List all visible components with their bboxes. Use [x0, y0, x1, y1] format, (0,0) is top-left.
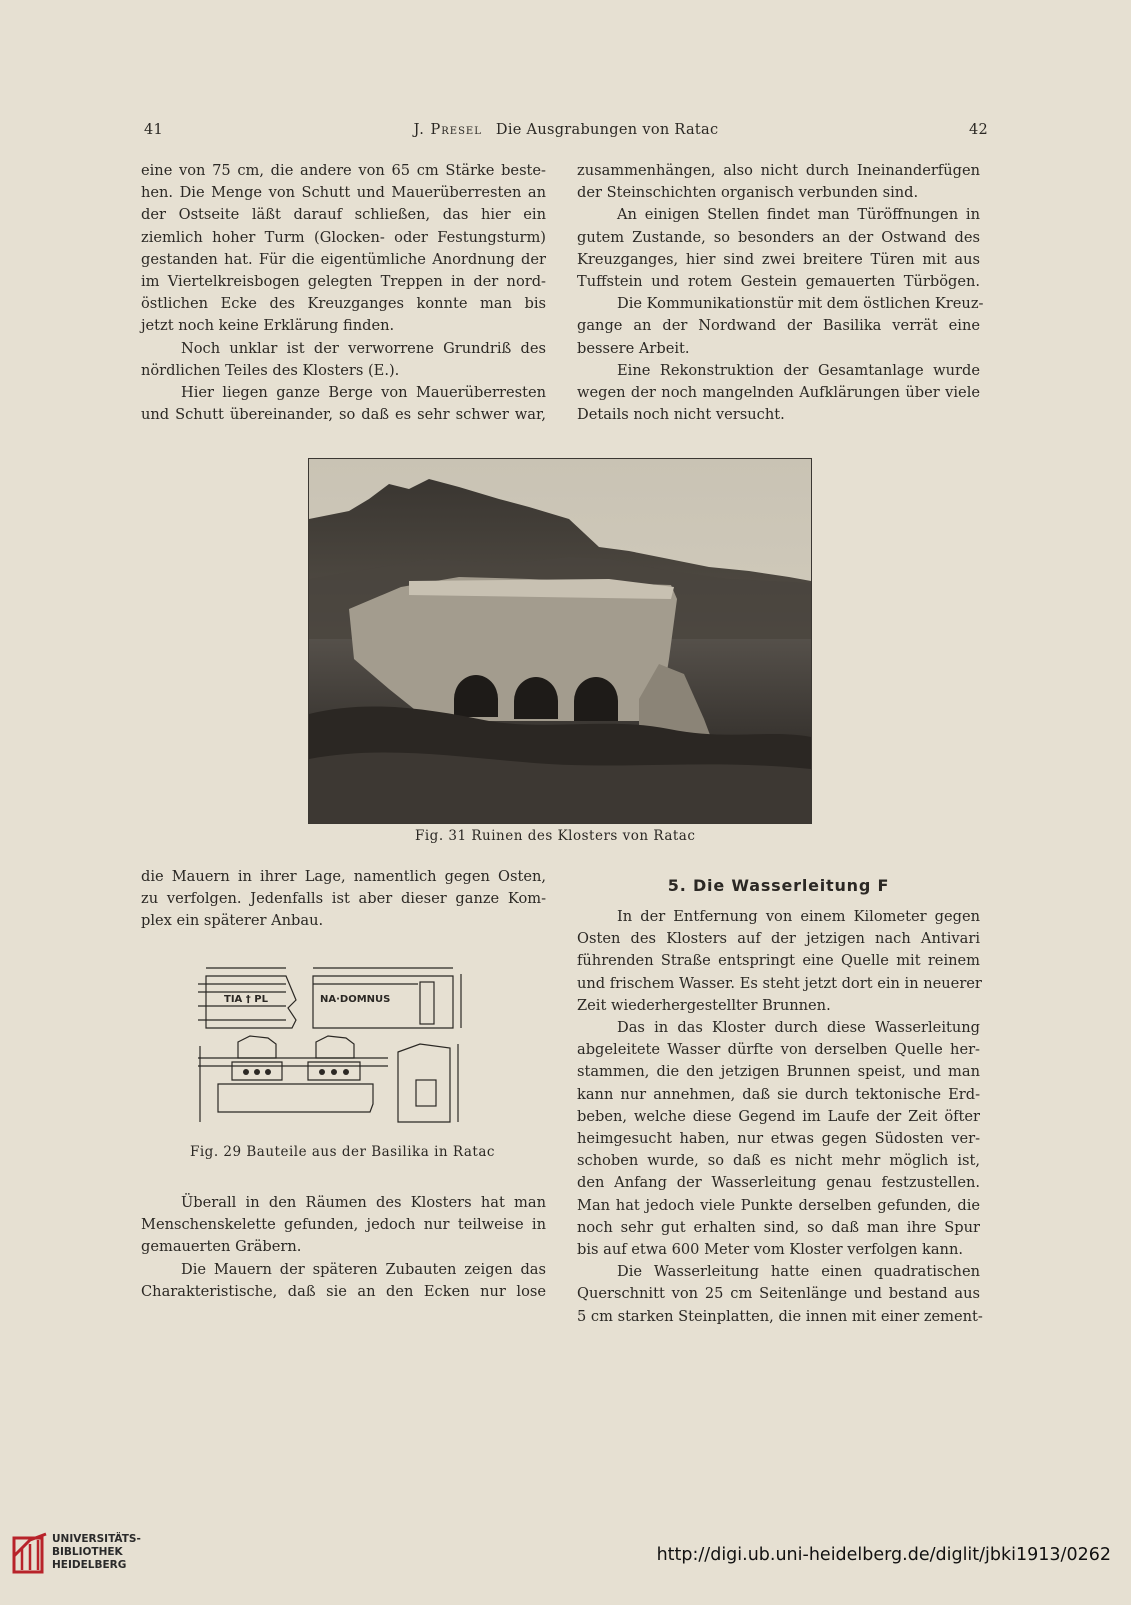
ruins-photograph	[308, 458, 812, 824]
page-number-left: 41	[144, 122, 164, 138]
text-line: Osten des Klosters auf der jetzigen nach Antivari	[577, 930, 980, 948]
text-line: Tuffstein und rotem Gestein gemauerten Türbögen.	[577, 273, 980, 291]
left-column-top-text	[141, 160, 546, 426]
left-column-bottom-text	[141, 1192, 546, 1303]
library-name	[52, 1533, 141, 1572]
library-logo[interactable]	[10, 1526, 210, 1600]
text-line: Menschenskelette gefunden, jedoch nur teilweise in	[141, 1216, 546, 1234]
text-line: Die Kommunikationstür mit dem östlichen Kreuz-	[617, 295, 984, 313]
text-line: Das in das Kloster durch diese Wasserleitung	[617, 1019, 980, 1037]
text-line: hen. Die Menge von Schutt und Mauerüberresten an	[141, 184, 546, 202]
library-name-line: BIBLIOTHEK	[52, 1546, 123, 1558]
inscription-right: NA·DOMNUS	[320, 994, 391, 1005]
text-line: beben, welche diese Gegend im Laufe der Zeit öfter	[577, 1107, 980, 1125]
text-line: die Mauern in ihrer Lage, namentlich gegen Osten,	[141, 868, 546, 885]
text-line: der Steinschichten organisch verbunden sind.	[577, 184, 919, 202]
text-line: Man hat jedoch viele Punkte derselben gefunden, die	[577, 1196, 980, 1214]
text-line: noch sehr gut erhalten sind, so daß man ihre Spur	[577, 1218, 980, 1236]
text-line: schoben wurde, so daß es nicht mehr möglich ist,	[577, 1152, 980, 1170]
text-line: ziemlich hoher Turm (Glocken- oder Festungsturm)	[141, 228, 546, 246]
figure-31-caption: Fig. 31 Ruinen des Klosters von Ratac	[415, 828, 696, 844]
text-line: wegen der noch mangelnden Aufklärungen über viele	[577, 384, 980, 402]
text-line: heimgesucht haben, nur etwas gegen Südosten ver-	[577, 1130, 980, 1148]
text-line: nördlichen Teiles des Klosters (E.).	[141, 361, 400, 379]
text-line: Die Wasserleitung hatte einen quadratischen	[617, 1263, 980, 1281]
header-title: Die Ausgrabungen von Ratac	[495, 122, 719, 138]
ruins-photo-illustration	[309, 459, 811, 823]
header-title-group	[144, 122, 988, 138]
text-line: An einigen Stellen findet man Türöffnungen in	[617, 206, 980, 224]
page-number-right: 42	[968, 122, 988, 138]
text-line: abgeleitete Wasser dürfte von derselben Quelle her-	[577, 1041, 980, 1059]
text-line: eine von 75 cm, die andere von 65 cm Stärke beste-	[141, 162, 546, 179]
text-line: im Viertelkreisbogen gelegten Treppen in der nord-	[141, 273, 546, 291]
text-line: führenden Straße entspringt eine Quelle mit reinem	[577, 952, 980, 970]
text-line: und frischem Wasser. Es steht jetzt dort ein in neuerer	[577, 974, 982, 992]
right-column-top-text	[577, 160, 984, 426]
text-line: Hier liegen ganze Berge von Mauerüberresten	[181, 384, 546, 402]
library-name-line: HEIDELBERG	[52, 1559, 127, 1571]
section-heading: 5. Die Wasserleitung F	[667, 876, 890, 895]
text-line: Die Mauern der späteren Zubauten zeigen das	[181, 1260, 546, 1278]
text-line: gemauerten Gräbern.	[141, 1238, 302, 1256]
text-line: bessere Arbeit.	[577, 339, 690, 357]
inscription-left: TIA † PL	[224, 994, 268, 1005]
figure-29-caption: Fig. 29 Bauteile aus der Basilika in Ratac	[190, 1144, 495, 1160]
text-line: gestanden hat. Für die eigentümliche Anordnung der	[141, 250, 546, 268]
text-line: bis auf etwa 600 Meter vom Kloster verfolgen kann.	[577, 1241, 963, 1259]
text-line: Details noch nicht versucht.	[577, 406, 785, 424]
text-line: der Ostseite läßt darauf schließen, das hier ein	[141, 206, 546, 224]
basilica-components-drawing	[188, 962, 548, 1152]
text-line: 5 cm starken Steinplatten, die innen mit einer zement-	[577, 1307, 983, 1325]
running-header	[144, 122, 988, 142]
text-line: zu verfolgen. Jedenfalls ist aber dieser ganze Kom-	[141, 890, 546, 908]
text-line: und Schutt übereinander, so daß es sehr schwer war,	[141, 406, 546, 424]
architectural-drawing-illustration	[188, 962, 548, 1152]
left-column-middle-text	[141, 866, 546, 933]
text-line: gutem Zustande, so besonders an der Ostwand des	[577, 228, 980, 246]
library-emblem-icon	[12, 1530, 50, 1578]
text-line: jetzt noch keine Erklärung finden.	[141, 317, 395, 335]
text-line: kann nur annehmen, daß sie durch tektonische Erd-	[577, 1085, 980, 1103]
text-line: plex ein späterer Anbau.	[141, 912, 324, 930]
right-column-bottom-text	[577, 906, 983, 1328]
text-line: Zeit wiederhergestellter Brunnen.	[577, 996, 831, 1014]
text-line: den Anfang der Wasserleitung genau festzustellen.	[577, 1174, 980, 1192]
text-line: Kreuzganges, hier sind zwei breitere Türen mit aus	[577, 250, 980, 268]
text-line: gange an der Nordwand der Basilika verrät eine	[577, 317, 980, 335]
library-name-line: UNIVERSITÄTS-	[52, 1533, 141, 1545]
text-line: Überall in den Räumen des Klosters hat man	[181, 1194, 546, 1211]
source-url-link[interactable]: http://digi.ub.uni-heidelberg.de/diglit/jbki1913/0262	[656, 1545, 1111, 1565]
text-line: Charakteristische, daß sie an den Ecken nur lose	[141, 1282, 546, 1300]
text-line: Noch unklar ist der verworrene Grundriß des	[181, 339, 546, 357]
text-line: stammen, die den jetzigen Brunnen speist, und man	[577, 1063, 980, 1081]
header-author: J. Presel	[413, 122, 482, 138]
text-line: Eine Rekonstruktion der Gesamtanlage wurde	[617, 361, 980, 379]
text-line: In der Entfernung von einem Kilometer gegen	[617, 908, 980, 925]
text-line: zusammenhängen, also nicht durch Ineinanderfügen	[577, 162, 980, 179]
text-line: östlichen Ecke des Kreuzganges konnte man bis	[141, 295, 546, 313]
text-line: Querschnitt von 25 cm Seitenlänge und bestand aus	[577, 1285, 980, 1303]
